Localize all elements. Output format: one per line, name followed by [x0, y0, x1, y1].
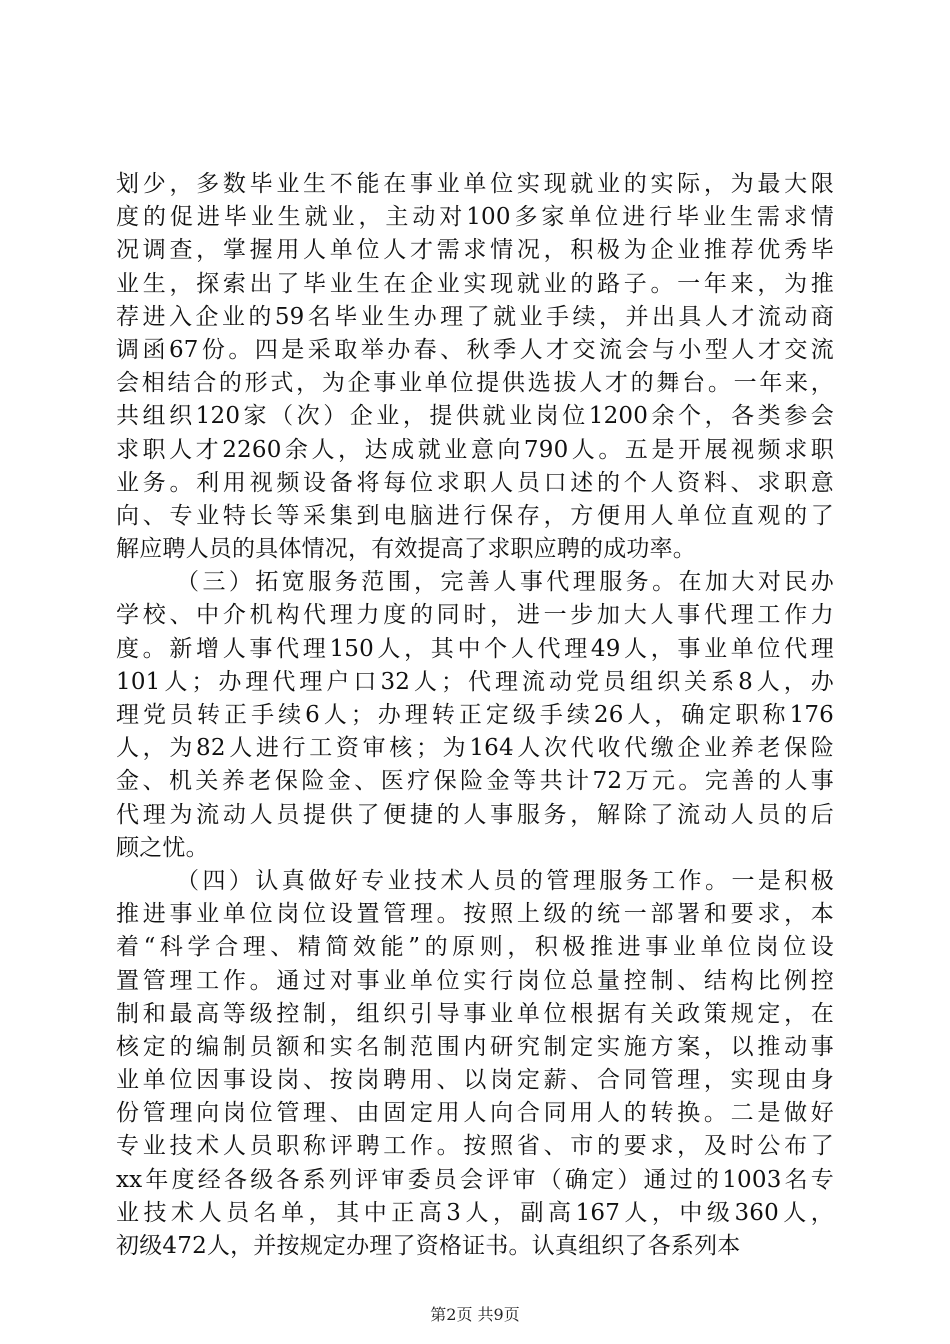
text-line: 学校、中介机构代理力度的同时，进一步加大人事代理工作力 [116, 602, 834, 629]
text-line: 理党员转正手续6人；办理转正定级手续26人，确定职称176 [116, 702, 834, 728]
text-line: 调函67份。四是采取举办春、秋季人才交流会与小型人才交流 [116, 336, 834, 363]
text-line: 代理为流动人员提供了便捷的人事服务，解除了流动人员的后 [116, 801, 834, 828]
text-line: 推进事业单位岗位设置管理。按照上级的统一部署和要求，本 [116, 901, 834, 928]
text-line: 顾之忧。 [116, 834, 209, 861]
text-line: 业务。利用视频设备将每位求职人员口述的个人资料、求职意 [116, 469, 834, 496]
text-line: xx年度经各级各系列评审委员会评审（确定）通过的1003名专 [116, 1166, 834, 1193]
text-line: （四）认真做好专业技术人员的管理服务工作。一是积极 [176, 867, 834, 894]
text-line: 份管理向岗位管理、由固定用人向合同用人的转换。二是做好 [116, 1100, 834, 1127]
text-line: 业技术人员名单，其中正高3人，副高167人，中级360人， [116, 1199, 834, 1226]
paragraph [116, 168, 834, 566]
paragraph [116, 566, 834, 865]
text-line: 荐进入企业的59名毕业生办理了就业手续，并出具人才流动商 [116, 303, 834, 330]
page-footer: 第2页 共9页 [430, 1305, 520, 1324]
text-line: 业生，探索出了毕业生在企业实现就业的路子。一年来，为推 [116, 270, 834, 297]
text-line: 解应聘人员的具体情况，有效提高了求职应聘的成功率。 [116, 536, 696, 563]
text-line: 求职人才2260余人，达成就业意向790人。五是开展视频求职 [116, 436, 834, 463]
text-line: 度的促进毕业生就业，主动对100多家单位进行毕业生需求情 [116, 204, 834, 231]
text-line: 着“科学合理、精简效能”的原则，积极推进事业单位岗位设 [116, 934, 834, 961]
text-line: 度。新增人事代理150人，其中个人代理49人，事业单位代理 [116, 635, 834, 662]
text-line: 制和最高等级控制，组织引导事业单位根据有关政策规定，在 [116, 1000, 834, 1027]
text-line: 金、机关养老保险金、医疗保险金等共计72万元。完善的人事 [116, 768, 834, 795]
text-line: 向、专业特长等采集到电脑进行保存，方便用人单位直观的了 [116, 502, 834, 529]
text-line: 业单位因事设岗、按岗聘用、以岗定薪、合同管理，实现由身 [116, 1067, 834, 1094]
paragraph [116, 865, 834, 1263]
text-line: 共组织120家（次）企业，提供就业岗位1200余个，各类参会 [116, 403, 834, 430]
text-line: 初级472人，并按规定办理了资格证书。认真组织了各系列本 [116, 1233, 741, 1259]
text-line: 况调查，掌握用人单位人才需求情况，积极为企业推荐优秀毕 [116, 237, 834, 264]
text-line: 101人；办理代理户口32人；代理流动党员组织关系8人，办 [116, 668, 834, 695]
text-line: 专业技术人员职称评聘工作。按照省、市的要求，及时公布了 [116, 1133, 834, 1160]
text-line: 置管理工作。通过对事业单位实行岗位总量控制、结构比例控 [116, 967, 834, 994]
text-line: 划少，多数毕业生不能在事业单位实现就业的实际，为最大限 [116, 171, 834, 197]
text-line: 人，为82人进行工资审核；为164人次代收代缴企业养老保险 [116, 735, 834, 762]
text-line: （三）拓宽服务范围，完善人事代理服务。在加大对民办 [176, 569, 834, 596]
text-line: 会相结合的形式，为企事业单位提供选拔人才的舞台。一年来， [116, 370, 834, 397]
text-line: 核定的编制员额和实名制范围内研究制定实施方案，以推动事 [116, 1033, 834, 1060]
document-body [116, 168, 834, 1263]
